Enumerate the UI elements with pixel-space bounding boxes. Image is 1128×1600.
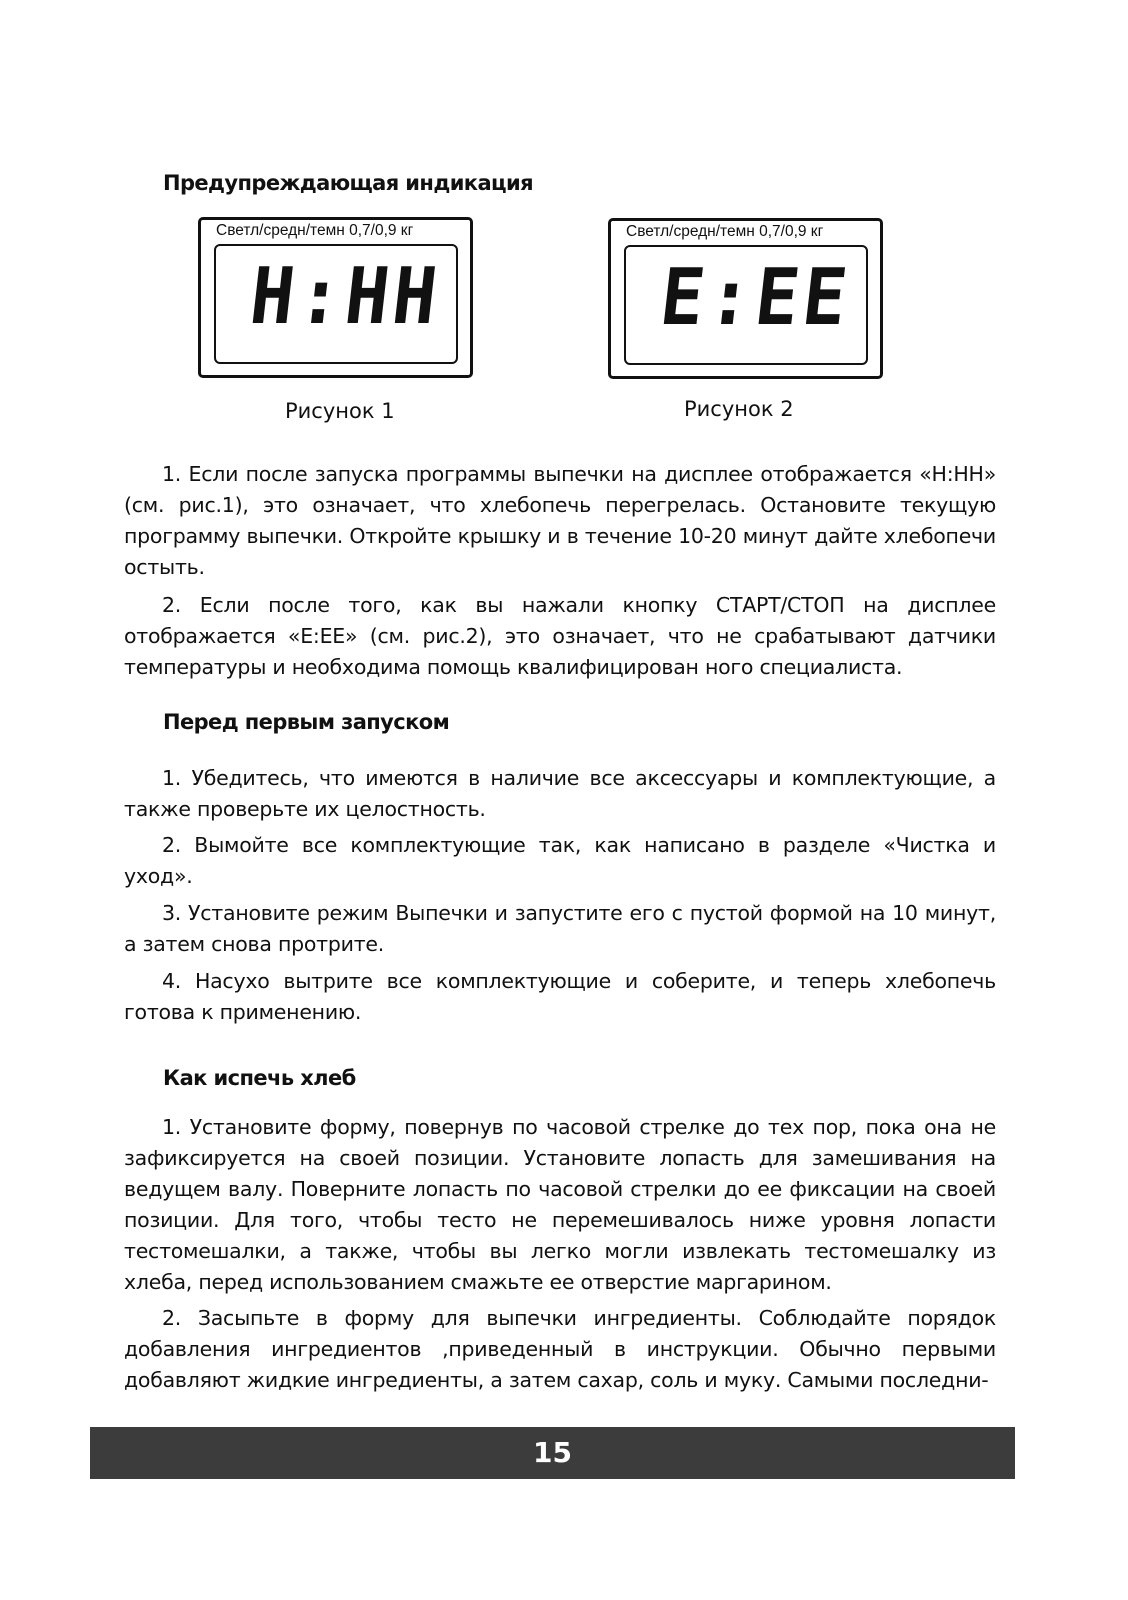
section-heading-warning-indication: Предупреждающая индикация (163, 171, 533, 195)
display-code: E:EE (655, 251, 856, 343)
section-heading-how-to-bake: Как испечь хлеб (163, 1066, 356, 1090)
warning-paragraph-2: 2. Если после того, как вы нажали кнопку СТАРТ/СТОП на дисплее отображается «E:EE» (см. рис.2), это означает, что не срабатывают датчики температуры и необходима помощь квалифицирован ного специалиста. (124, 593, 996, 679)
display-screen (624, 245, 868, 365)
how-to-bake-item-2: 2. Засыпьте в форму для выпечки ингредиенты. Соблюдайте порядок добавления ингредиентов ,приведенный в инструкции. Обычно первыми добавляют жидкие ингредиенты, а затем сахар, соль и муку. Самыми последни- (124, 1306, 996, 1392)
warning-paragraph-1: 1. Если после запуска программы выпечки на дисплее отображается «H:HH» (см. рис.1), это означает, что хлебопечь перегрелась. Остановите текущую программу выпечки. Откройте крышку и в течение 10-20 минут дайте хлебопечи остыть. (124, 462, 996, 579)
display-figure-1 (198, 217, 473, 378)
before-first-use-item-4: 4. Насухо вытрите все комплектующие и соберите, и теперь хлебопечь готова к применению. (124, 969, 996, 1024)
display-figure-2 (608, 218, 883, 379)
before-first-use-item-3: 3. Установите режим Выпечки и запустите его с пустой формой на 10 минут, а затем снова протрите. (124, 901, 996, 956)
how-to-bake-item-1: 1. Установите форму, повернув по часовой стрелке до тех пор, пока она не зафиксируется на своей позиции. Установите лопасть для замешивания на ведущем валу. Поверните лопасть по часовой стрелки до ее фиксации на своей позиции. Для того, чтобы тесто не перемешивалось ниже уровня лопасти тестомешалки, а также, чтобы вы легко могли извлекать тестомешалку из хлеба, перед использованием смажьте ее отверстие маргарином. (124, 1115, 996, 1294)
before-first-use-item-2: 2. Вымойте все комплектующие так, как написано в разделе «Чистка и уход». (124, 833, 996, 888)
page-footer-bar (90, 1427, 1015, 1479)
display-top-label: Светл/средн/темн 0,7/0,9 кг (216, 222, 414, 239)
page-number: 15 (533, 1436, 572, 1469)
figure-1-caption: Рисунок 1 (285, 399, 395, 423)
display-top-label: Светл/средн/темн 0,7/0,9 кг (626, 223, 824, 240)
figure-2-caption: Рисунок 2 (684, 397, 794, 421)
display-code: H:HH (245, 250, 446, 342)
display-screen (214, 244, 458, 364)
before-first-use-item-1: 1. Убедитесь, что имеются в наличие все аксессуары и комплектующие, а также проверьте их целостность. (124, 766, 996, 821)
section-heading-before-first-use: Перед первым запуском (163, 710, 450, 734)
